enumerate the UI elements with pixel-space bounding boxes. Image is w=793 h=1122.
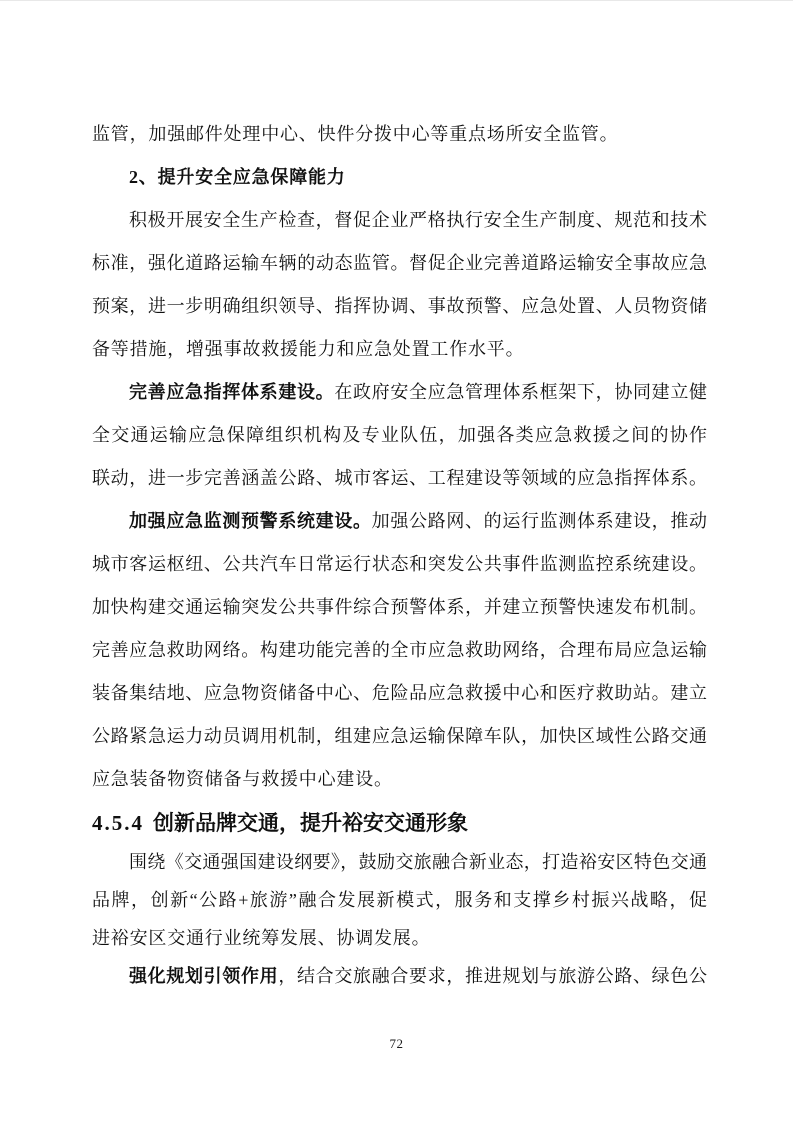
- body-text-line: [92, 881, 707, 919]
- body-text-line: [92, 242, 707, 285]
- subheading-text: 2、提升安全应急保障能力: [129, 167, 346, 187]
- body-text-line: [92, 919, 707, 957]
- text-run: 备等措施，增强事故救援能力和应急处置工作水平。: [92, 339, 525, 359]
- text-run: 在政府安全应急管理体系框架下，协同建立健: [334, 382, 708, 402]
- text-run: ，结合交旅融合要求，推进规划与旅游公路、绿色公: [278, 966, 708, 986]
- body-text-line: [92, 543, 707, 586]
- body-text-line: [92, 500, 707, 543]
- text-run: 品牌，创新“公路+旅游”融合发展新模式，服务和支撑乡村振兴战略，促: [92, 890, 707, 910]
- text-run: 加强公路网、的运行监测体系建设，推动: [371, 511, 708, 531]
- body-text-line: [92, 957, 707, 995]
- body-text-line: [92, 199, 707, 242]
- numbered-subheading: [92, 156, 707, 199]
- text-run: 全交通运输应急保障组织机构及专业队伍，加强各类应急救援之间的协作: [92, 425, 707, 445]
- page-number: 72: [389, 1036, 404, 1051]
- bold-lead-run: 加强应急监测预警系统建设。: [129, 511, 372, 531]
- section-title: 创新品牌交通，提升裕安交通形象: [153, 811, 468, 835]
- body-text-line: [92, 715, 707, 758]
- text-run: 围绕《交通强国建设纲要》，鼓励交旅融合新业态，打造裕安区特色交通: [129, 852, 707, 872]
- body-text-line: [92, 414, 707, 457]
- section-number: 4.5.4: [92, 811, 144, 835]
- body-text-line: [92, 629, 707, 672]
- text-run: 加快构建交通运输突发公共事件综合预警体系，并建立预警快速发布机制。: [92, 597, 707, 617]
- text-run: 应急装备物资储备与救援中心建设。: [92, 769, 393, 789]
- text-run: 监管，加强邮件处理中心、快件分拨中心等重点场所安全监管。: [92, 124, 619, 144]
- body-text-line: [92, 328, 707, 371]
- text-run: 积极开展安全生产检查，督促企业严格执行安全生产制度、规范和技术: [129, 210, 707, 230]
- text-run: 进裕安区交通行业统筹发展、协调发展。: [92, 928, 431, 948]
- body-text-line: [92, 285, 707, 328]
- text-run: 标准，强化道路运输车辆的动态监管。督促企业完善道路运输安全事故应急: [92, 253, 707, 273]
- section-heading: [92, 801, 707, 845]
- text-run: 完善应急救助网络。构建功能完善的全市应急救助网络，合理布局应急运输: [92, 640, 707, 660]
- body-text-line: [92, 457, 707, 500]
- text-run: 城市客运枢纽、公共汽车日常运行状态和突发公共事件监测监控系统建设。: [92, 554, 707, 574]
- text-run: 公路紧急运力动员调用机制，组建应急运输保障车队，加快区域性公路交通: [92, 726, 707, 746]
- text-run: 装备集结地、应急物资储备中心、危险品应急救援中心和医疗救助站。建立: [92, 683, 707, 703]
- page-top-border: [0, 0, 793, 1]
- body-text-line: [92, 758, 707, 801]
- body-text-line: [92, 113, 707, 156]
- body-text-line: [92, 586, 707, 629]
- body-text-line: [92, 672, 707, 715]
- bold-lead-run: 完善应急指挥体系建设。: [129, 382, 335, 402]
- bold-lead-run: 强化规划引领作用: [129, 966, 279, 986]
- body-text-line: [92, 843, 707, 881]
- body-text-line: [92, 371, 707, 414]
- text-run: 联动，进一步完善涵盖公路、城市客运、工程建设等领域的应急指挥体系。: [92, 468, 707, 488]
- text-run: 预案，进一步明确组织领导、指挥协调、事故预警、应急处置、人员物资储: [92, 296, 707, 316]
